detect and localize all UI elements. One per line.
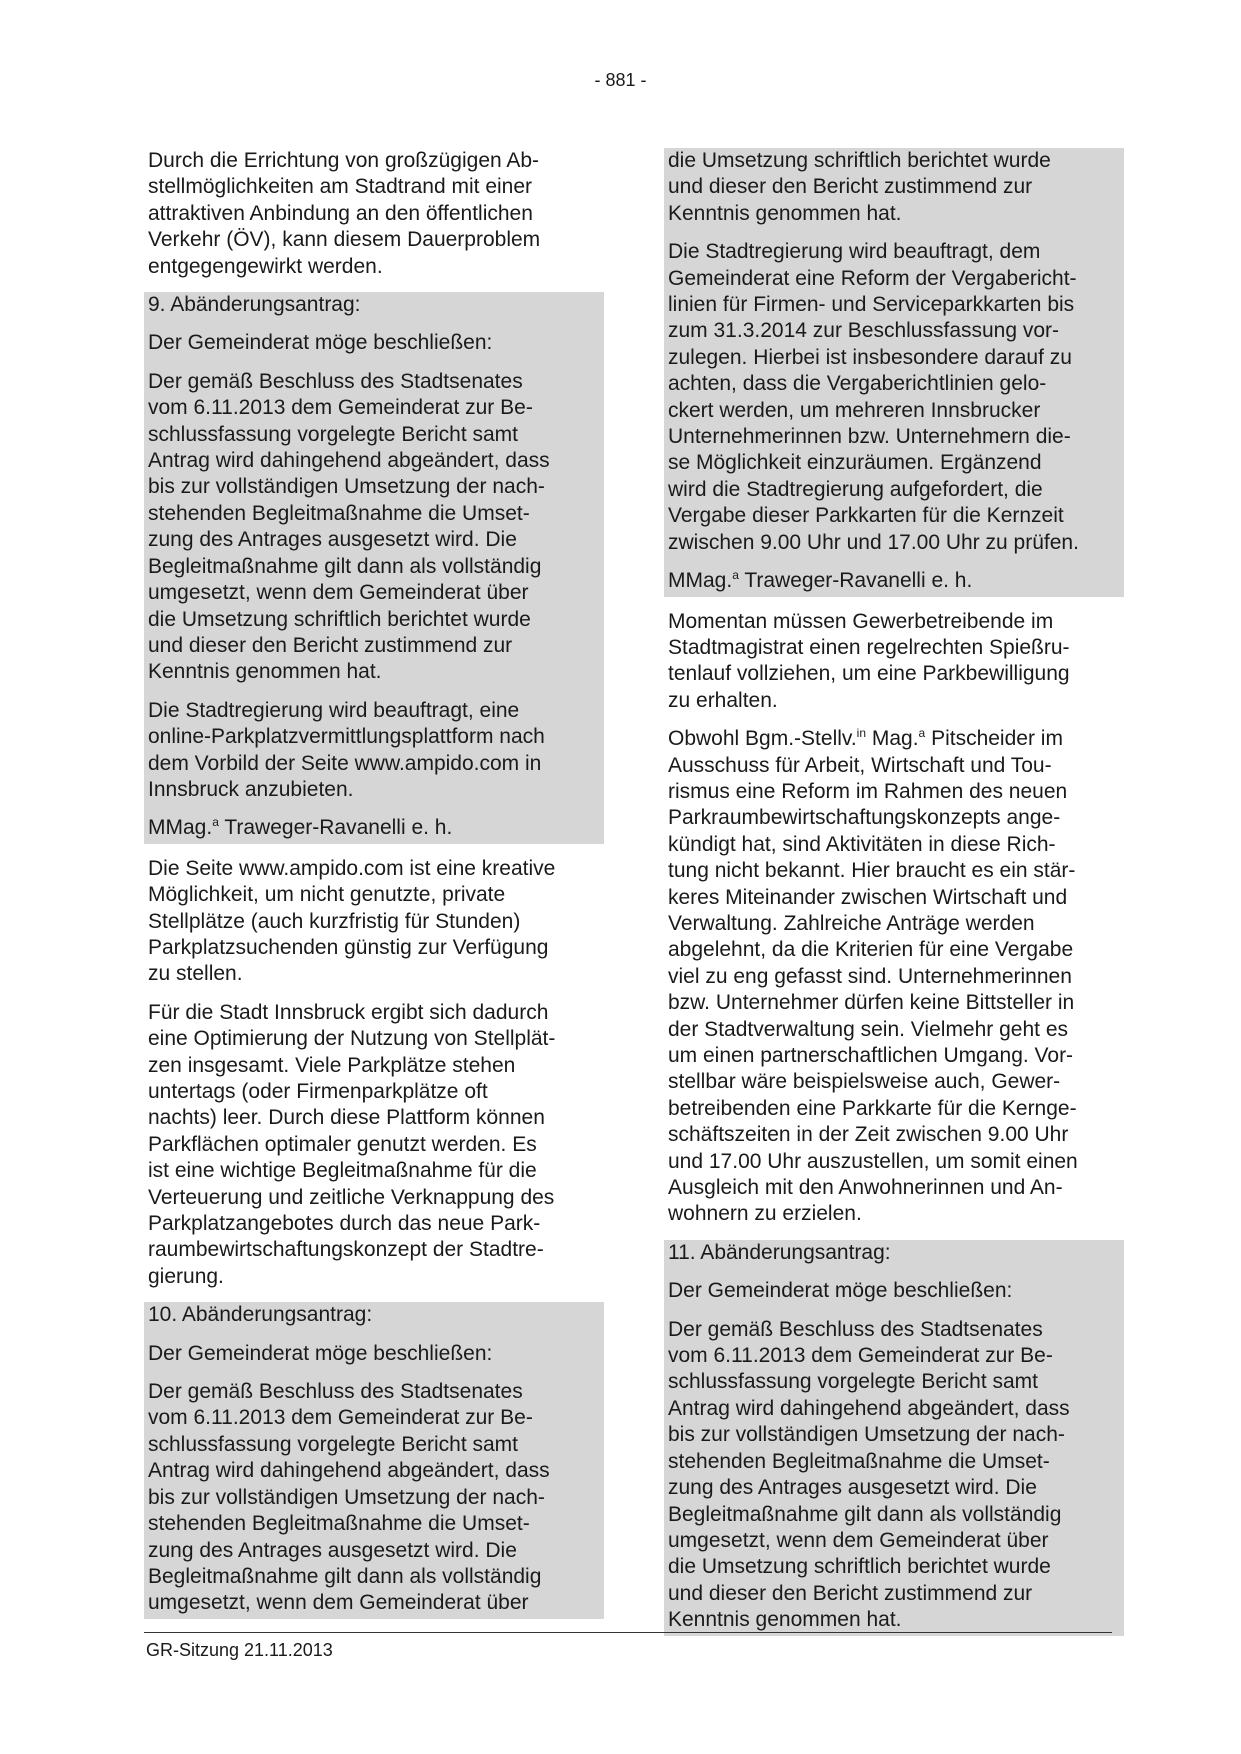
text-line: Kenntnis genommen hat. <box>668 201 902 225</box>
text-line: bis zur vollständigen Umsetzung der nach- <box>668 1423 1065 1447</box>
footer-session: GR-Sitzung 21.11.2013 <box>146 1640 333 1660</box>
text-line: zen insgesamt. Viele Parkplätze stehen <box>148 1053 516 1077</box>
text-line: Stellplätze (auch kurzfristig für Stunden) <box>148 909 521 933</box>
text-line: Der gemäß Beschluss des Stadtsenates <box>668 1317 1043 1341</box>
text-line: zu erhalten. <box>668 688 778 712</box>
text-line: Parkflächen optimaler genutzt werden. Es <box>148 1132 537 1156</box>
text-line: Der gemäß Beschluss des Stadtsenates <box>148 1380 523 1404</box>
text-line: abgelehnt, da die Kriterien für eine Vergabe <box>668 938 1074 962</box>
page-number: - 881 - <box>594 70 647 90</box>
text-line: Unternehmerinnen bzw. Unternehmern die- <box>668 425 1071 449</box>
text-line: se Möglichkeit einzuräumen. Ergänzend <box>668 451 1042 475</box>
text-line: vom 6.11.2013 dem Gemeinderat zur Be- <box>668 1344 1053 1368</box>
text-line: und dieser den Bericht zustimmend zur <box>148 633 513 657</box>
text-line: Gemeinderat eine Reform der Vergabericht- <box>668 266 1077 290</box>
text-line: schlussfassung vorgelegte Bericht samt <box>148 422 519 446</box>
amendment-11 <box>664 1240 1124 1636</box>
text-line: raumbewirtschaftungskonzept der Stadtre- <box>148 1238 544 1262</box>
text-line: Antrag wird dahingehend abgeändert, dass <box>148 1459 550 1483</box>
footer-divider <box>144 1632 1112 1633</box>
text-line: Der gemäß Beschluss des Stadtsenates <box>148 369 523 393</box>
amendment-9 <box>144 292 604 844</box>
amendment-10-body <box>144 1379 604 1619</box>
amendment-11-title: 11. Abänderungsantrag: <box>668 1240 891 1264</box>
text-line: Vergabe dieser Parkkarten für die Kernzeit <box>668 504 1064 528</box>
text-line: linien für Firmen- und Serviceparkkarten bis <box>668 293 1075 317</box>
text-line: dem Vorbild der Seite www.ampido.com in <box>148 751 542 775</box>
text-line: umgesetzt, wenn dem Gemeinderat über <box>148 581 529 605</box>
text-line: zung des Antrages ausgesetzt wird. Die <box>148 1538 517 1562</box>
intro-paragraph <box>144 148 604 280</box>
text-line: vom 6.11.2013 dem Gemeinderat zur Be- <box>148 396 533 420</box>
text-line: stehenden Begleitmaßnahme die Umset- <box>148 1512 530 1536</box>
text-line: stehenden Begleitmaßnahme die Umset- <box>668 1449 1050 1473</box>
amendment-10-resolve: Der Gemeinderat möge beschließen: <box>148 1341 493 1365</box>
amendment-10-title: 10. Abänderungsantrag: <box>148 1303 373 1327</box>
text-line: um einen partnerschaftlichen Umgang. Vor- <box>668 1044 1074 1067</box>
amendment-9-resolve: Der Gemeinderat möge beschließen: <box>148 331 493 355</box>
text-line: zung des Antrages ausgesetzt wird. Die <box>668 1476 1037 1500</box>
text-line: nachts) leer. Durch diese Plattform können <box>148 1106 545 1130</box>
text-line: vom 6.11.2013 dem Gemeinderat zur Be- <box>148 1406 533 1430</box>
text-line: Für die Stadt Innsbruck ergibt sich dadurch <box>148 1000 549 1024</box>
text-line: die Umsetzung schriftlich berichtet wurde <box>668 149 1051 172</box>
text-line: rismus eine Reform im Rahmen des neuen <box>668 779 1068 803</box>
text-line: ckert werden, um mehreren Innsbrucker <box>668 398 1041 422</box>
text-line: Durch die Errichtung von großzügigen Ab- <box>148 149 540 172</box>
text-line: Die Seite www.ampido.com ist eine kreative <box>148 856 556 880</box>
text-line: entgegengewirkt werden. <box>148 254 383 278</box>
text-line: und dieser den Bericht zustimmend zur <box>668 1581 1033 1605</box>
explanation-10b: Obwohl Bgm.-Stellv.$^{in}$ Mag.$^a$ Pitscheider im Ausschuss für Arbeit, Wirtschaft und Tou- rismus eine Reform im Rahmen des neuen Parkraumbewirtschaftungskonzepts ange- kündigt hat, sind Aktivitäten in diese Rich- tung nicht bekannt. Hier braucht es ein stär- keres Miteinander zwischen Wirtschaft und Verwaltung. Zahlreiche Anträge werden abgelehnt, da die Kriterien für eine Vergabe viel zu eng gefasst sind. Unternehmerinnen bzw. Unternehmer dürfen keine Bittsteller in der Stadtverwaltung sein. Vielmehr geht es um einen partnerschaftlichen Umgang. Vor- stellbar wäre beispielsweise auch, Gewer- betreibenden eine Parkkarte für die Kernge- schäftszeiten in der Zeit zwischen 9.00 Uhr und 17.00 Uhr auszustellen, um somit einen Ausgleich mit den Anwohnerinnen und An- wohnern zu erzielen. <box>664 726 1124 1228</box>
explanation-10a <box>664 609 1124 715</box>
text-line: achten, dass die Vergaberichtlinien gelo- <box>668 372 1047 396</box>
text-line: Stadtmagistrat einen regelrechten Spießru- <box>668 635 1070 659</box>
text-line: eine Optimierung der Nutzung von Stellplät- <box>148 1027 556 1051</box>
text-line: betreibenden eine Parkkarte für die Kernge- <box>668 1096 1077 1120</box>
text-line: untertags (oder Firmenparkplätze oft <box>148 1080 488 1103</box>
text-line: Parkraumbewirtschaftungskonzepts ange- <box>668 806 1061 830</box>
text-line: und dieser den Bericht zustimmend zur <box>668 175 1033 199</box>
text-line: schäftszeiten in der Zeit zwischen 9.00 Uhr <box>668 1123 1069 1147</box>
text-line: attraktiven Anbindung an den öffentlichen <box>148 201 533 225</box>
text-line: online-Parkplatzvermittlungsplattform nach <box>148 725 545 749</box>
text-line: Momentan müssen Gewerbetreibende im <box>668 609 1054 633</box>
amendment-10-continued <box>664 148 1124 597</box>
text-line: stellmöglichkeiten am Stadtrand mit einer <box>148 175 533 199</box>
amendment-11-resolve: Der Gemeinderat möge beschließen: <box>668 1279 1013 1303</box>
text-line: Ausschuss für Arbeit, Wirtschaft und Tou- <box>668 753 1052 777</box>
text-line: Begleitmaßnahme gilt dann als vollständig <box>668 1502 1062 1526</box>
text-line: umgesetzt, wenn dem Gemeinderat über <box>668 1528 1049 1552</box>
explanation-9a <box>144 856 604 988</box>
text-line: wohnern zu erzielen. <box>668 1202 862 1226</box>
right-column <box>664 148 1124 1636</box>
text-line: stellbar wäre beispielsweise auch, Gewer- <box>668 1070 1061 1094</box>
text-line: bzw. Unternehmer dürfen keine Bittsteller in <box>668 991 1075 1015</box>
text-line: zu stellen. <box>148 962 243 986</box>
amendment-10-mandate <box>664 239 1124 568</box>
text-line: bis zur vollständigen Umsetzung der nach- <box>148 1485 545 1509</box>
text-line: Ausgleich mit den Anwohnerinnen und An- <box>668 1176 1063 1200</box>
text-line: der Stadtverwaltung sein. Vielmehr geht es <box>668 1017 1069 1041</box>
amendment-11-body <box>664 1317 1124 1636</box>
text-line: Parkplatzsuchenden günstig zur Verfügung <box>148 935 549 959</box>
text-line: tenlauf vollziehen, um eine Parkbewilligung <box>668 662 1070 686</box>
text-line: Antrag wird dahingehend abgeändert, dass <box>148 449 550 473</box>
left-column <box>144 148 604 1619</box>
text-line: zung des Antrages ausgesetzt wird. Die <box>148 528 517 552</box>
text-line: Parkplatzangebotes durch das neue Park- <box>148 1212 541 1236</box>
text-line: Möglichkeit, um nicht genutzte, private <box>148 883 506 907</box>
text-line: Verteuerung und zeitliche Verknappung des <box>148 1185 555 1209</box>
text-line: Begleitmaßnahme gilt dann als vollständig <box>148 1564 542 1588</box>
text-line: schlussfassung vorgelegte Bericht samt <box>148 1432 519 1456</box>
text-line: und 17.00 Uhr auszustellen, um somit einen <box>668 1149 1078 1173</box>
text-line: stehenden Begleitmaßnahme die Umset- <box>148 501 530 525</box>
text-line: zum 31.3.2014 zur Beschlussfassung vor- <box>668 319 1060 343</box>
text-line: Innsbruck anzubieten. <box>148 777 354 801</box>
text-line: Antrag wird dahingehend abgeändert, dass <box>668 1396 1070 1420</box>
text-line: keres Miteinander zwischen Wirtschaft und <box>668 885 1068 909</box>
text-line: kündigt hat, sind Aktivitäten in diese Rich- <box>668 832 1056 856</box>
text-line: zulegen. Hierbei ist insbesondere darauf zu <box>668 345 1072 369</box>
text-line: Kenntnis genommen hat. <box>148 660 382 684</box>
text-line: wird die Stadtregierung aufgefordert, die <box>668 477 1043 501</box>
text-line: Die Stadtregierung wird beauftragt, dem <box>668 240 1041 264</box>
amendment-9-title: 9. Abänderungsantrag: <box>148 293 361 317</box>
text-line: die Umsetzung schriftlich berichtet wurde <box>668 1555 1051 1579</box>
text-line: tung nicht bekannt. Hier braucht es ein stär- <box>668 859 1076 883</box>
text-line: ist eine wichtige Begleitmaßnahme für die <box>148 1159 537 1183</box>
text-line: Verwaltung. Zahlreiche Anträge werden <box>668 911 1035 935</box>
amendment-9-mandate <box>144 698 604 816</box>
text-line: die Umsetzung schriftlich berichtet wurde <box>148 607 531 631</box>
amendment-10-signature: MMag.$^a$ Traweger-Ravanelli e. h. <box>668 568 973 593</box>
text-line: Begleitmaßnahme gilt dann als vollständig <box>148 554 542 578</box>
text-line: umgesetzt, wenn dem Gemeinderat über <box>148 1591 529 1615</box>
amendment-10-body-cont <box>664 148 1124 239</box>
text-line: bis zur vollständigen Umsetzung der nach- <box>148 475 545 499</box>
text-line: Kenntnis genommen hat. <box>668 1608 902 1632</box>
amendment-9-body <box>144 369 604 698</box>
text-line: Die Stadtregierung wird beauftragt, eine <box>148 698 520 722</box>
text-line: Verkehr (ÖV), kann diesem Dauerproblem <box>148 228 541 252</box>
text-line: viel zu eng gefasst sind. Unternehmerinnen <box>668 964 1072 988</box>
text-line: gierung. <box>148 1264 224 1288</box>
text-line: schlussfassung vorgelegte Bericht samt <box>668 1370 1039 1394</box>
explanation-9b <box>144 1000 604 1290</box>
text-line: zwischen 9.00 Uhr und 17.00 Uhr zu prüfen. <box>668 530 1079 554</box>
amendment-9-signature: MMag.$^a$ Traweger-Ravanelli e. h. <box>148 815 453 840</box>
amendment-10 <box>144 1302 604 1618</box>
